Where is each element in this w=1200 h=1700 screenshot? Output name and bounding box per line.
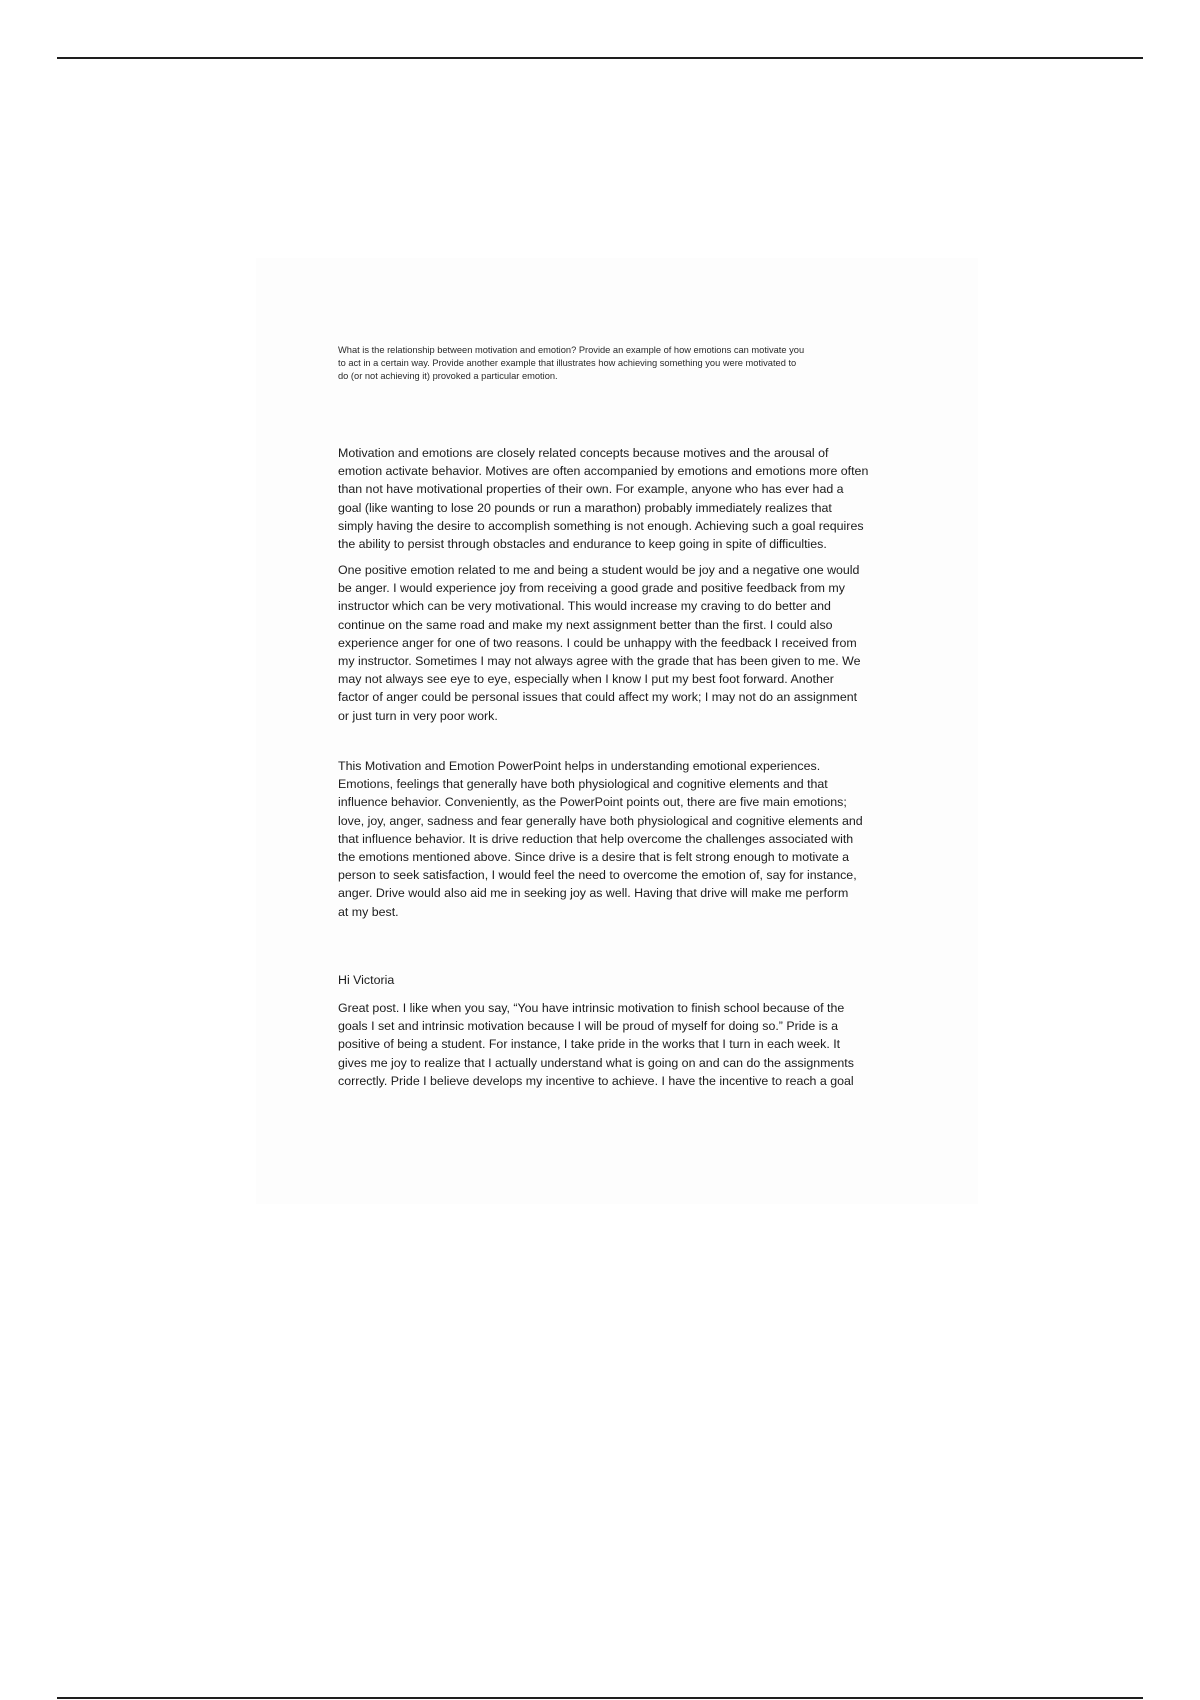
answer-paragraph-2: One positive emotion related to me and being a student would be joy and a negative one would be anger. I would experience joy from receiving a good grade and positive feedback from my instructor which can be very motivational. This would increase my craving to do better and continue on the same road and make my next assignment better than the first. I could also experience anger for one of two reasons. I could be unhappy with the feedback I received from my instructor. Sometimes I may not always agree with the grade that has been given to me. We may not always see eye to eye, especially when I know I put my best foot forward. Another factor of anger could be personal issues that could affect my work; I may not do an assignment or just turn in very poor work.: [338, 563, 861, 723]
bottom-rule: [57, 1697, 1143, 1699]
answer-paragraph-1: Motivation and emotions are closely related concepts because motives and the arousal of emotion activate behavior. Motives are often accompanied by emotions and emotions more often than not have motivational properties of their own. For example, anyone who has ever had a goal (like wanting to lose 20 pounds or run a marathon) probably immediately realizes that simply having the desire to accomplish something is not enough. Achieving such a goal requires the ability to persist through obstacles and endurance to keep going in spite of difficulties.: [338, 446, 869, 552]
assignment-question: What is the relationship between motivation and emotion? Provide an example of how emotions can motivate you to act in a certain way. Provide another example that illustrates how achieving something you were motivated to do (or not achieving it) provoked a particular emotion.: [338, 345, 805, 381]
answer-paragraph-3: This Motivation and Emotion PowerPoint helps in understanding emotional experiences. Emotions, feelings that generally have both physiological and cognitive elements and that influence behavior. Conveniently, as the PowerPoint points out, there are five main emotions; love, joy, anger, sadness and fear generally have both physiological and cognitive elements and that influence behavior. It is drive reduction that help overcome the challenges associated with the emotions mentioned above. Since drive is a desire that is felt strong enough to motivate a person to seek satisfaction, I would feel the need to overcome the emotion of, say for instance, anger. Drive would also aid me in seeking joy as well. Having that drive will make me perform at my best.: [338, 759, 863, 919]
top-rule: [57, 57, 1143, 59]
reply-greeting: Hi Victoria: [338, 973, 395, 987]
reply-paragraph: Great post. I like when you say, “You have intrinsic motivation to finish school because of the goals I set and intrinsic motivation because I will be proud of myself for doing so.” Pride is a positive of being a student. For instance, I take pride in the works that I turn in each week. It gives me joy to realize that I actually understand what is going on and can do the assignments correctly. Pride I believe develops my incentive to achieve. I have the incentive to reach a goal: [338, 1001, 854, 1088]
